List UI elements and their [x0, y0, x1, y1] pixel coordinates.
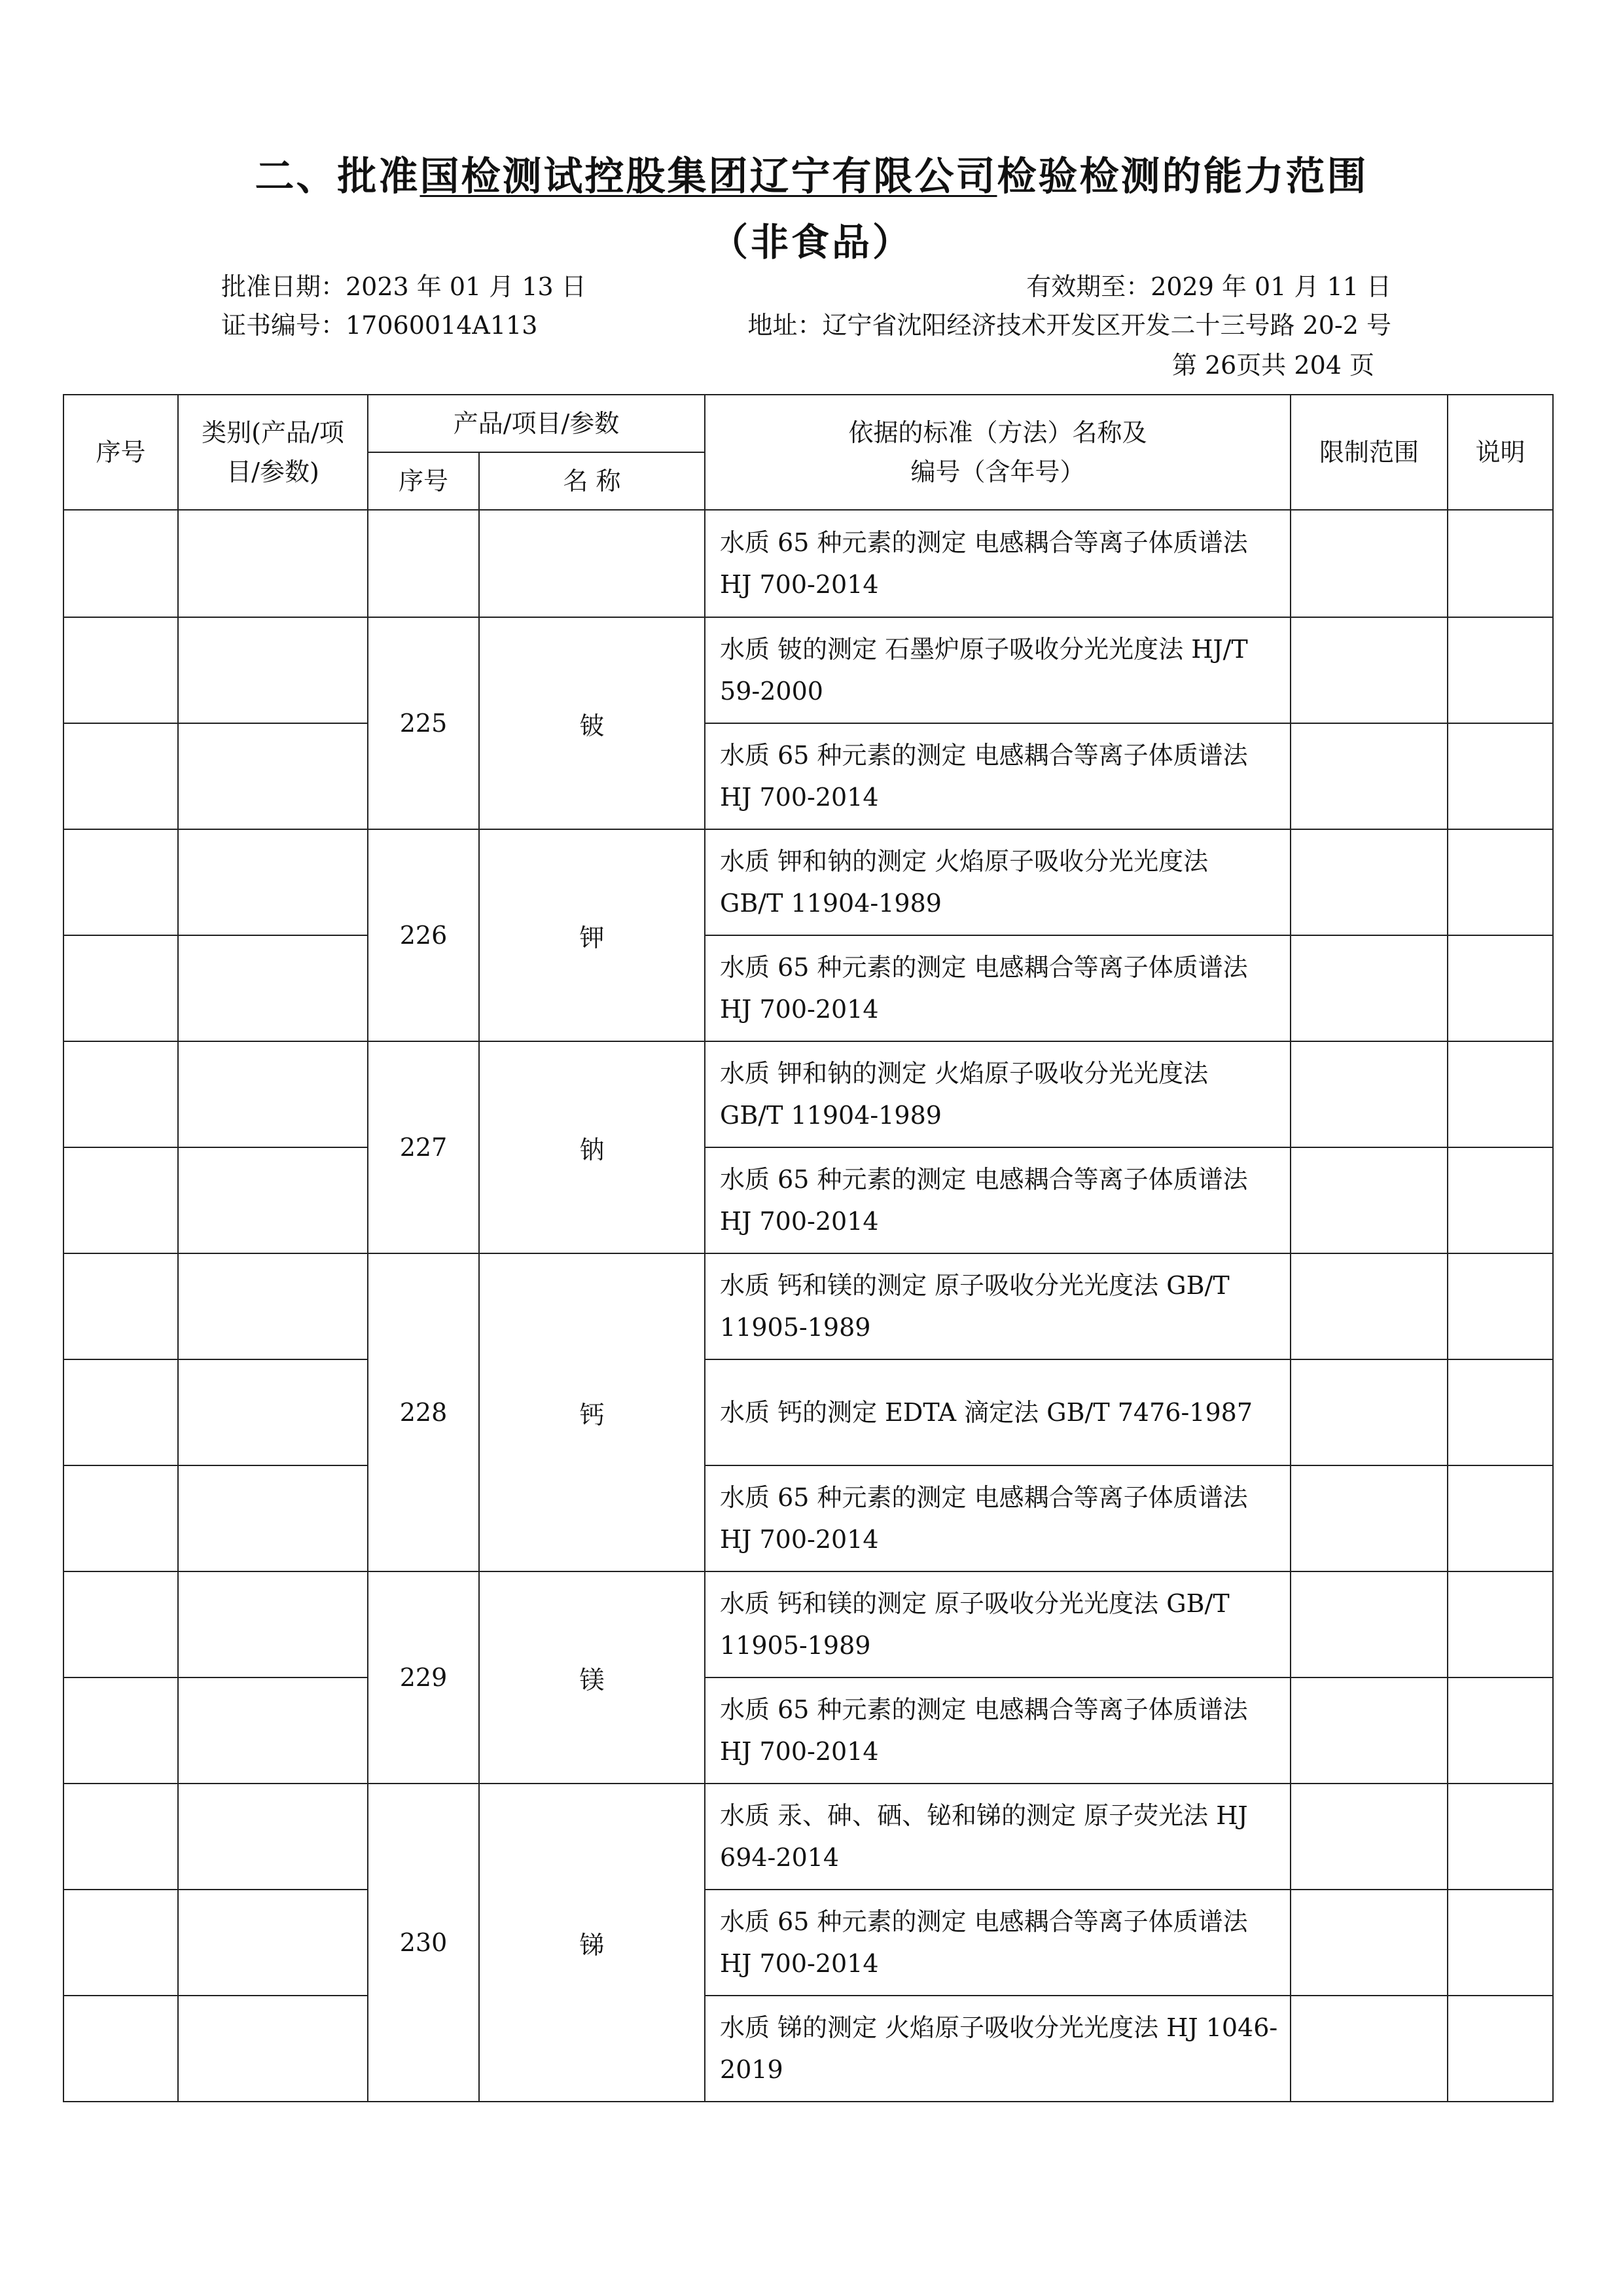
cell-item-name: 锑: [479, 1784, 705, 2102]
cell-note: [1448, 617, 1553, 723]
cell-limit: [1291, 1677, 1448, 1784]
col-header-product-group: 产品/项目/参数: [368, 395, 705, 452]
page-number: 第 26页共 204 页: [1171, 351, 1374, 380]
table-row: [63, 1784, 1553, 1890]
cell-note: [1448, 510, 1553, 617]
cell-item-name: 钠: [479, 1041, 705, 1253]
cell-note: [1448, 1784, 1553, 1890]
cell-seq: [63, 723, 178, 829]
cell-standard: 水质 钾和钠的测定 火焰原子吸收分光光度法 GB/T 11904-1989: [705, 1041, 1291, 1147]
cell-note: [1448, 1041, 1553, 1147]
cell-note: [1448, 829, 1553, 935]
cell-category: [178, 1890, 368, 1996]
cell-limit: [1291, 1996, 1448, 2102]
cell-item-seq: 227: [368, 1041, 479, 1253]
cell-note: [1448, 935, 1553, 1041]
cell-note: [1448, 1571, 1553, 1677]
cell-standard: 水质 钙和镁的测定 原子吸收分光光度法 GB/T 11905-1989: [705, 1571, 1291, 1677]
cell-seq: [63, 1890, 178, 1996]
table-row: [63, 1571, 1553, 1677]
cell-category: [178, 829, 368, 935]
cell-note: [1448, 1465, 1553, 1571]
table-row: [63, 1359, 1553, 1465]
cell-seq: [63, 510, 178, 617]
cell-limit: [1291, 723, 1448, 829]
cell-category: [178, 1359, 368, 1465]
table-row: [63, 1890, 1553, 1996]
cell-standard: 水质 钙和镁的测定 原子吸收分光光度法 GB/T 11905-1989: [705, 1253, 1291, 1359]
cell-seq: [63, 1147, 178, 1253]
cell-limit: [1291, 1359, 1448, 1465]
cell-category: [178, 1147, 368, 1253]
cell-standard: 水质 汞、砷、硒、铋和锑的测定 原子荧光法 HJ 694-2014: [705, 1784, 1291, 1890]
col-header-category: 类别(产品/项目/参数): [178, 395, 368, 510]
cell-seq: [63, 1359, 178, 1465]
cell-category: [178, 1571, 368, 1677]
valid-until: 有效期至：2029 年 01 月 11 日: [1026, 272, 1391, 301]
cell-category: [178, 1465, 368, 1571]
cell-category: [178, 617, 368, 723]
approval-date: 批准日期：2023 年 01 月 13 日: [221, 272, 586, 301]
certificate-number: 证书编号：17060014A113: [221, 311, 538, 340]
cell-standard: 水质 65 种元素的测定 电感耦合等离子体质谱法 HJ 700-2014: [705, 1677, 1291, 1784]
cell-seq: [63, 617, 178, 723]
cell-limit: [1291, 1890, 1448, 1996]
table-row: [63, 935, 1553, 1041]
cell-item-seq: 228: [368, 1253, 479, 1571]
col-header-seq: 序号: [63, 395, 178, 510]
cell-limit: [1291, 1571, 1448, 1677]
cell-standard: 水质 65 种元素的测定 电感耦合等离子体质谱法 HJ 700-2014: [705, 935, 1291, 1041]
header-row: [63, 395, 1553, 452]
cell-seq: [63, 1996, 178, 2102]
cell-limit: [1291, 1784, 1448, 1890]
col-header-standard: 依据的标准（方法）名称及编号（含年号）: [705, 395, 1291, 510]
cell-standard: 水质 钙的测定 EDTA 滴定法 GB/T 7476-1987: [705, 1359, 1291, 1465]
col-header-note: 说明: [1448, 395, 1553, 510]
cell-note: [1448, 723, 1553, 829]
cell-category: [178, 1996, 368, 2102]
cell-note: [1448, 1890, 1553, 1996]
table-row: [63, 1996, 1553, 2102]
cell-seq: [63, 1253, 178, 1359]
table-row: [63, 510, 1553, 617]
cell-note: [1448, 1677, 1553, 1784]
cell-limit: [1291, 510, 1448, 617]
col-header-item-seq: 序号: [368, 452, 479, 510]
cell-standard: 水质 钾和钠的测定 火焰原子吸收分光光度法 GB/T 11904-1989: [705, 829, 1291, 935]
table-row: [63, 829, 1553, 935]
cell-limit: [1291, 1253, 1448, 1359]
cell-item-name: 钾: [479, 829, 705, 1041]
table-row: [63, 1253, 1553, 1359]
cell-limit: [1291, 617, 1448, 723]
page-subtitle: （非食品）: [709, 220, 913, 264]
address: 地址：辽宁省沈阳经济技术开发区开发二十三号路 20-2 号: [747, 311, 1391, 340]
cell-item-name: 钙: [479, 1253, 705, 1571]
cell-category: [178, 1041, 368, 1147]
cell-limit: [1291, 1041, 1448, 1147]
title-suffix: 检验检测的能力范围: [997, 154, 1368, 200]
cell-note: [1448, 1253, 1553, 1359]
cell-category: [178, 1253, 368, 1359]
cell-category: [178, 510, 368, 617]
table-row: [63, 617, 1553, 723]
cell-standard: 水质 铍的测定 石墨炉原子吸收分光光度法 HJ/T 59-2000: [705, 617, 1291, 723]
table-row: [63, 1147, 1553, 1253]
col-header-limit: 限制范围: [1291, 395, 1448, 510]
cell-item-seq: 230: [368, 1784, 479, 2102]
title-organization: 国检测试控股集团辽宁有限公司: [419, 154, 997, 200]
cell-note: [1448, 1359, 1553, 1465]
cell-limit: [1291, 1147, 1448, 1253]
cell-category: [178, 723, 368, 829]
cell-item-name: 镁: [479, 1571, 705, 1784]
cell-standard: 水质 锑的测定 火焰原子吸收分光光度法 HJ 1046-2019: [705, 1996, 1291, 2102]
cell-limit: [1291, 1465, 1448, 1571]
cell-seq: [63, 935, 178, 1041]
capability-table: [63, 394, 1554, 2102]
cell-seq: [63, 1571, 178, 1677]
page-title: [0, 145, 1623, 202]
cell-item-seq: 226: [368, 829, 479, 1041]
table-row: [63, 1465, 1553, 1571]
cell-standard: 水质 65 种元素的测定 电感耦合等离子体质谱法 HJ 700-2014: [705, 510, 1291, 617]
table-row: [63, 1041, 1553, 1147]
table-row: [63, 723, 1553, 829]
cell-standard: 水质 65 种元素的测定 电感耦合等离子体质谱法 HJ 700-2014: [705, 723, 1291, 829]
cell-item-seq: [368, 510, 479, 617]
cell-item-name: [479, 510, 705, 617]
table-row: [63, 1677, 1553, 1784]
cell-standard: 水质 65 种元素的测定 电感耦合等离子体质谱法 HJ 700-2014: [705, 1465, 1291, 1571]
cell-seq: [63, 829, 178, 935]
cell-item-name: 铍: [479, 617, 705, 829]
cell-seq: [63, 1677, 178, 1784]
cell-item-seq: 229: [368, 1571, 479, 1784]
cell-standard: 水质 65 种元素的测定 电感耦合等离子体质谱法 HJ 700-2014: [705, 1890, 1291, 1996]
cell-category: [178, 935, 368, 1041]
cell-seq: [63, 1041, 178, 1147]
cell-seq: [63, 1465, 178, 1571]
title-prefix: 二、批准: [255, 154, 420, 200]
cell-limit: [1291, 829, 1448, 935]
col-header-item-name: 名 称: [479, 452, 705, 510]
cell-note: [1448, 1996, 1553, 2102]
cell-standard: 水质 65 种元素的测定 电感耦合等离子体质谱法 HJ 700-2014: [705, 1147, 1291, 1253]
cell-seq: [63, 1784, 178, 1890]
cell-limit: [1291, 935, 1448, 1041]
cell-category: [178, 1677, 368, 1784]
cell-item-seq: 225: [368, 617, 479, 829]
cell-category: [178, 1784, 368, 1890]
cell-note: [1448, 1147, 1553, 1253]
